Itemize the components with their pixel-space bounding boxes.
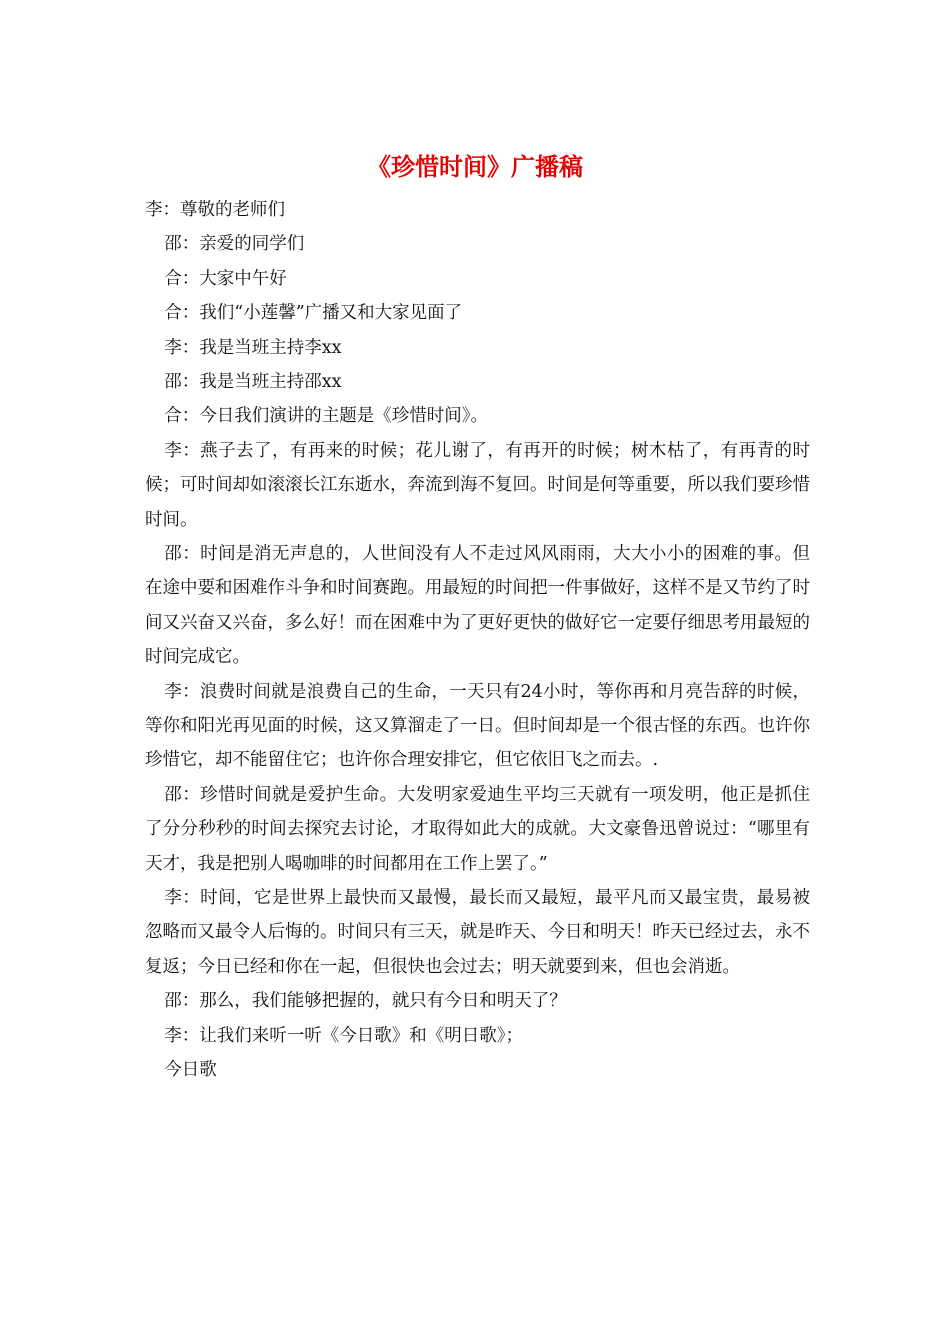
paragraph: 李：让我们来听一听《今日歌》和《明日歌》； <box>164 1025 523 1046</box>
paragraph: 邵：那么，我们能够把握的，就只有今日和明天了？ <box>164 991 567 1012</box>
dialogue-line: 合：大家中午好 <box>164 268 287 289</box>
document-body <box>145 193 810 1087</box>
paragraph: 邵：时间是消无声息的，人世间没有人不走过风风雨雨，大大小小的困难的事。但在途中要和困难作斗争和时间赛跑。用最短的时间把一件事做好，这样不是又节约了时间又兴奋又兴奋，多么好！而在困难中为了更好更快的做好它一定要仔细思考用最短的时间完成它。 <box>145 543 810 668</box>
dialogue-line: 合：我们“小莲馨”广播又和大家见面了 <box>164 303 463 324</box>
section-heading: 今日歌 <box>164 1060 217 1081</box>
dialogue-line: 李：尊敬的老师们 <box>145 200 285 220</box>
document-title: 《珍惜时间》广播稿 <box>367 153 583 181</box>
paragraph: 李：燕子去了，有再来的时候；花儿谢了，有再开的时候；树木枯了，有再青的时候；可时间却如滚滚长江东逝水，奔流到海不复回。时间是何等重要，所以我们要珍惜时间。 <box>145 440 810 530</box>
dialogue-line: 合：今日我们演讲的主题是《珍惜时间》。 <box>164 406 488 427</box>
dialogue-line: 邵：亲爱的同学们 <box>164 234 305 255</box>
dialogue-line: 李：我是当班主持李xx <box>164 337 342 358</box>
paragraph: 邵：珍惜时间就是爱护生命。大发明家爱迪生平均三天就有一项发明，他正是抓住了分分秒秒的时间去探究去讨论，才取得如此大的成就。大文豪鲁迅曾说过：“哪里有天才，我是把别人喝咖啡的时间都用在工作上罢了。” <box>145 784 810 874</box>
dialogue-line: 邵：我是当班主持邵xx <box>164 371 342 392</box>
paragraph: 李：浪费时间就是浪费自己的生命，一天只有24小时，等你再和月亮告辞的时候，等你和阳光再见面的时候，这又算溜走了一日。但时间却是一个很古怪的东西。也许你珍惜它，却不能留住它；也许你合理安排它，但它依旧飞之而去。. <box>145 681 810 771</box>
paragraph: 李：时间，它是世界上最快而又最慢，最长而又最短，最平凡而又最宝贵，最易被忽略而又最令人后悔的。时间只有三天，就是昨天、今日和明天！昨天已经过去，永不复返；今日已经和你在一起，但很快也会过去；明天就要到来，但也会消逝。 <box>145 888 810 977</box>
